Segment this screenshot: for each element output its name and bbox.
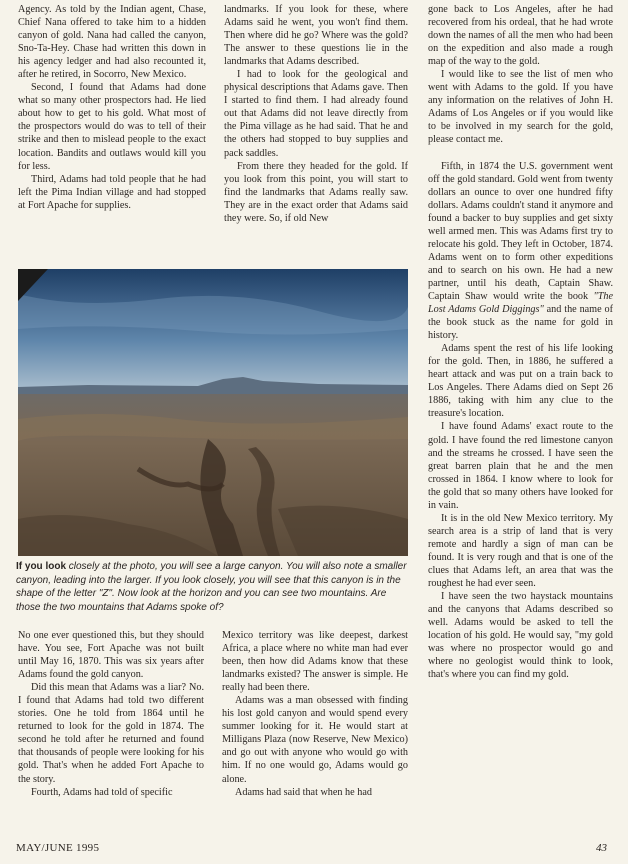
paragraph: I have found Adams' exact route to the gold. I have found the red limestone canyon and the streams he crossed. I have seen the great barren plain that he and the men crossed in 1864. I know where to look for the gold that so many others have looked for in vain.	[428, 421, 613, 511]
paragraph: Adams spent the rest of his life looking for the gold. Then, in 1886, he suffered a heart attack and was put on a train back to Los Angeles. There Adams died on Sept 26 1886, taking with him any clue to the treasure's location.	[428, 343, 613, 420]
text-column-5	[222, 629, 408, 841]
paragraph: Did this mean that Adams was a liar? No. I found that Adams had told two different stories. One he told from 1864 until he returned to look for the gold in 1874. The second he told after he returned and found that thousands of people were looking for his gold. That's when he added Fort Apache to the story.	[18, 682, 204, 785]
paragraph: It is in the old New Mexico territory. My search area is a strip of land that is very remote and hardly a sign of man can be found. It is very rough and that is one of the clues that Adams left, an area that was the roughest he had ever seen.	[428, 512, 613, 590]
paragraph: landmarks. If you look for these, where Adams said he went, you won't find them. Then where did he go? Where was the gold? The answer to these questions lie in the landmarks that Adams described.	[224, 4, 408, 68]
paragraph: Adams was a man obsessed with finding his lost gold canyon and would spend every summer looking for it. He would start at Milligans Plaza (now Reserve, New Mexico) and go out with anyone who would go with him. If no one would go, Adams would go alone.	[222, 695, 408, 785]
paragraph: I would like to see the list of men who went with Adams to the gold. If you have any information on the relatives of John H. Adams of Los Angeles or if you would like to be involved in my search for the gold, please contact me.	[428, 69, 613, 146]
canyon-photo-illustration	[18, 269, 408, 556]
page-number: 43	[596, 842, 607, 854]
caption-text: closely at the photo, you will see a large canyon. You will also note a smaller canyon, leading into the larger. If you look closely, you will see that this canyon is in the shape of the letter "Z". Now look at the horizon and you can see two mountains. Are those the two mountains that Adams spoke of?	[16, 561, 407, 613]
text-column-4	[18, 629, 204, 841]
paragraph: gone back to Los Angeles, after he had recovered from his ordeal, that he had wrote down the names of all the men who had been on the expedition and also made a rough map of the way to the gold.	[428, 4, 613, 68]
text-column-3	[428, 3, 613, 839]
canyon-aerial-photo	[18, 269, 408, 556]
paragraph: Fourth, Adams had told of specific	[31, 786, 173, 798]
paragraph-fifth	[428, 160, 613, 343]
paragraph: Agency. As told by the Indian agent, Chase, Chief Nana offered to take him to a hidden canyon of gold. Nana had called the canyon, Sno-Ta-Hey. Chase had written this down in his agency ledger and had also recounted it, after he retired, in Socorro, New Mexico.	[18, 4, 206, 81]
paragraph: Mexico territory was like deepest, darkest Africa, a place where no white man had ever been, then how did Adams know that these landmarks existed? The answer is simple. He really had been there.	[222, 630, 408, 694]
photo-caption	[16, 560, 410, 614]
paragraph: I had to look for the geological and physical descriptions that Adams gave. Then I started to find them. I had already found out that Adams did not leave directly from the Pima village as he had said. That he and the others had stopped to buy supplies and pack saddles.	[224, 69, 408, 159]
caption-lead: If you look	[16, 561, 66, 572]
paragraph: Second, I found that Adams had done what so many other prospectors had. He lied about how to get to his gold. What most of the prospectors would do was to tell of their strike and then to mislead people to the exact location. Bandits and outlaws would kill you for less.	[18, 82, 206, 172]
issue-date: MAY/JUNE 1995	[16, 842, 100, 854]
paragraph-text: Fifth, in 1874 the U.S. government went off the gold standard. Gold went from twenty dollars an ounce to over one hundred fifty dollars. Adams couldn't stand it anymore and found a backer to buy supplies and get sixty well armed men. This was Adams first try to relocate his gold. They left in October, 1874. Adams went on to form other expeditions and to search on his own. He had a new partner, until his death, Captain Shaw. Captain Shaw would write the book	[428, 160, 613, 302]
paragraph: No one ever questioned this, but they should have. You see, Fort Apache was not built until May 16, 1870. This was six years after Adams found the gold canyon.	[18, 630, 204, 681]
paragraph: Third, Adams had told people that he had left the Pima Indian village and had stopped at Fort Apache for supplies.	[18, 173, 206, 211]
paragraph-text: and the name of the book stuck as the name for gold in history.	[428, 304, 613, 342]
text-column-1	[18, 3, 206, 261]
paragraph: From there they headed for the gold. If you look from this point, you will start to find the landmarks that Adams really saw. They are in the exact order that Adams said they were. So, if old New	[224, 160, 408, 224]
book-title: "The Lost Adams Gold Diggings"	[428, 290, 613, 316]
paragraph: I have seen the two haystack mountains and the canyons that Adams described so well. Adams would be asked to tell the location of his gold. He would say, "my gold was where no prospector would go and where no geologist would think to look, that's where you can find my gold.	[428, 591, 613, 681]
text-column-2	[224, 3, 408, 261]
paragraph: Adams had said that when he had	[235, 786, 372, 798]
